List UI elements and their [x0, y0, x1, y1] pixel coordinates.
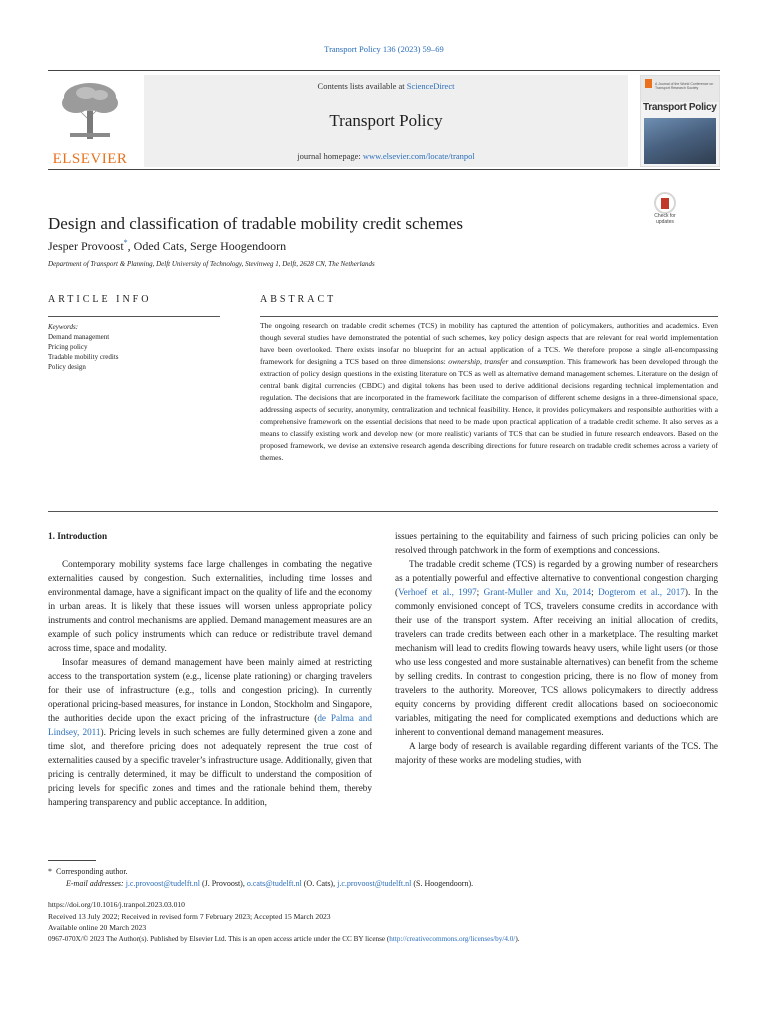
abstract-rule: [260, 316, 718, 317]
author-list: [48, 238, 286, 254]
author-name[interactable]: Jesper Provoost: [48, 239, 124, 253]
author-names-rest: , Oded Cats, Serge Hoogendoorn: [127, 239, 287, 253]
article-info-heading: ARTICLE INFO: [48, 294, 152, 305]
journal-header: [48, 70, 720, 170]
journal-name[interactable]: Transport Policy: [329, 111, 443, 130]
affiliation: Department of Transport & Planning, Delft University of Technology, Stevinweg 1, Delft, 2628 CN, The Netherlands: [48, 260, 375, 268]
email-link[interactable]: j.c.provoost@tudelft.nl: [125, 879, 200, 888]
available-online-date: Available online 20 March 2023: [48, 923, 147, 932]
paragraph: The tradable credit scheme (TCS) is regarded by a growing number of researchers as a potentially powerful and effective alternative to conventional congestion charging (Verhoef et al., 1997; Grant-Muller and Xu, 2014; Dogterom et al., 2017). In the commonly envisioned concept of TCS, travelers consume credits in accordance with their use of the transport system. After receiving an initial allocation of credits, travelers can trade credits between each other in a marketplace. The resulting market mechanism will lead to credits flowing towards heavy users, while light users (or those who use less congested and more sustainable alternatives) can benefit from the scheme by selling credits. In contrast to congestion pricing, there is no flow of money from travelers to the authority. Moreover, TCS allows policymakers to directly address equity concerns by providing different credit allocations based on socioeconomic variables, mitigating the need for complicated exemptions and deductions which are inherent to conventional demand management measures.: [395, 559, 719, 737]
sciencedirect-link[interactable]: ScienceDirect: [406, 81, 455, 91]
citation-link[interactable]: Dogterom et al., 2017: [598, 587, 685, 597]
keyword-item[interactable]: Policy design: [48, 363, 86, 371]
check-updates-icon: [654, 192, 676, 214]
citation-link[interactable]: Verhoef et al., 1997: [398, 587, 477, 597]
keywords-list: [48, 322, 119, 372]
cover-photo: [644, 118, 716, 164]
paragraph: A large body of research is available regarding different variants of the TCS. The majority of these works are modeling studies, with: [395, 741, 718, 765]
footnote-corresponding: * Corresponding author.: [48, 867, 128, 876]
journal-cover[interactable]: [640, 75, 720, 167]
footnote-emails: E-mail addresses: j.c.provoost@tudelft.nl (J. Provoost), o.cats@tudelft.nl (O. Cats), j.c.provoost@tudelft.nl (S. Hoogendoorn).: [66, 879, 474, 888]
article-info-rule: [48, 316, 220, 317]
license-line: 0967-070X/© 2023 The Author(s). Published by Elsevier Ltd. This is an open access article under the CC BY license (http://creativecommons.org/licenses/by/4.0/).: [48, 935, 520, 943]
email-link[interactable]: o.cats@tudelft.nl: [246, 879, 302, 888]
corresponding-author-mark[interactable]: *: [123, 238, 128, 247]
footnote-mark: *: [48, 867, 52, 876]
received-dates: Received 13 July 2022; Received in revised form 7 February 2023; Accepted 15 March 2023: [48, 912, 331, 921]
elsevier-wordmark: ELSEVIER: [52, 151, 128, 167]
cover-logo-icon: [645, 79, 652, 88]
footnote-rule: [48, 860, 96, 861]
cover-subtitle: A Journal of the World Conference on Transport Research Society: [655, 82, 714, 91]
email-link[interactable]: j.c.provoost@tudelft.nl: [337, 879, 412, 888]
paragraph: Contemporary mobility systems face large challenges in combating the negative externalities caused by congestion. Such externalities, including time losses and environmental damage, have a significant impact on the quality of life and the economy in urban areas. It is likely that these issues will worsen unless appropriate policy instruments and control mechanisms are applied. Demand management measures are an example of such policy instruments which can reduce or redistribute travel demand across time, space and modality.: [48, 559, 372, 653]
keywords-label: Keywords:: [48, 323, 79, 331]
elsevier-tree-icon: [56, 81, 124, 139]
body-column-left: [48, 557, 372, 809]
elsevier-logo[interactable]: [48, 77, 132, 167]
body-column-right: [395, 529, 718, 767]
check-updates-label: Check for updates: [654, 213, 676, 225]
article-title: Design and classification of tradable mobility credit schemes: [48, 214, 463, 233]
paragraph: issues pertaining to the equitability and fairness of such pricing policies can only be resolved through patchwork in the form of exemptions and concessions.: [395, 531, 718, 555]
section-heading-introduction: 1. Introduction: [48, 531, 108, 541]
contents-line: Contents lists available at ScienceDirect: [317, 81, 455, 91]
journal-citation-link[interactable]: Transport Policy 136 (2023) 59–69: [324, 44, 444, 54]
abstract-bottom-rule: [48, 511, 718, 512]
citation-link[interactable]: Grant-Muller and Xu, 2014: [483, 587, 592, 597]
keyword-item[interactable]: Tradable mobility credits: [48, 353, 119, 361]
abstract-text: The ongoing research on tradable credit schemes (TCS) in mobility has captured the attention of policymakers, authorities and academics. Even though several studies have demonstrated the potential of such schemes, key policy design aspects that are relevant for real world implementation have been overlooked. There exists insofar no blueprint for an actual application of a TCS. We therefore propose a single all-encompassing framework for designing a TCS based on three dimensions: ownership, transfer and consumption. This framework has been developed through the extraction of policy design questions in the existing literature on TCS as well as alternative demand management schemes. Literature on the design of central bank digital currencies (CBDC) and digital tokens has been used to derive additional decisions regarding technical implementation and regulation. The decisions that are incorporated in the framework facilitate the comparison of different scheme designs in a three-dimensional space, addressing aspects of security, anonymity, centralization and technical feasibility. Hence, it provides policymakers and responsible authorities with a comprehensive framework on the essential decisions that need to be made upon practical application of a tradable credit scheme. It also serves as a means to classify existing work and develop new (or more realistic) variants of TCS that can be studied in future research endeavors. Based on the proposed framework, we devise an extensive research agenda describing directions for future research on tradable credit schemes across a variety of themes.: [260, 321, 718, 462]
cover-title: Transport Policy: [643, 102, 717, 113]
bookmark-icon: [661, 198, 669, 209]
citation-link[interactable]: de Palma and Lindsey, 2011: [48, 713, 372, 737]
keyword-item[interactable]: Pricing policy: [48, 343, 88, 351]
homepage-line: journal homepage: www.elsevier.com/locate/tranpol: [297, 151, 475, 161]
cover-top-band: [641, 76, 719, 102]
homepage-link[interactable]: www.elsevier.com/locate/tranpol: [362, 151, 475, 161]
license-link[interactable]: http://creativecommons.org/licenses/by/4.0/: [389, 935, 516, 943]
abstract-heading: ABSTRACT: [260, 294, 337, 305]
paragraph: Insofar measures of demand management have been mainly aimed at restricting access to the transportation system (e.g., license plate rationing) or charging travelers for their use of infrastructure (e.g., tolls and congestion pricing). In currently operational pricing-based measures, for instance in London, Stockholm and Singapore, the authorities decide upon the exact pricing of the infrastructure (de Palma and Lindsey, 2011). Pricing levels in such schemes are fully determined given a zone and time slot, and therefore pricing does not adequately represent the true cost of externalities caused by a specific traveler’s infrastructure usage. Additionally, given that pricing is centrally determined, it may be difficult to understand the composition of pricing levels for specific zones and times and the rationale behind them, thereby hampering transparency and public acceptance. In addition,: [48, 657, 372, 807]
keyword-item[interactable]: Demand management: [48, 333, 110, 341]
check-for-updates-button[interactable]: [647, 192, 683, 228]
doi-link[interactable]: https://doi.org/10.1016/j.tranpol.2023.03.010: [48, 900, 185, 909]
journal-banner: [144, 75, 628, 167]
